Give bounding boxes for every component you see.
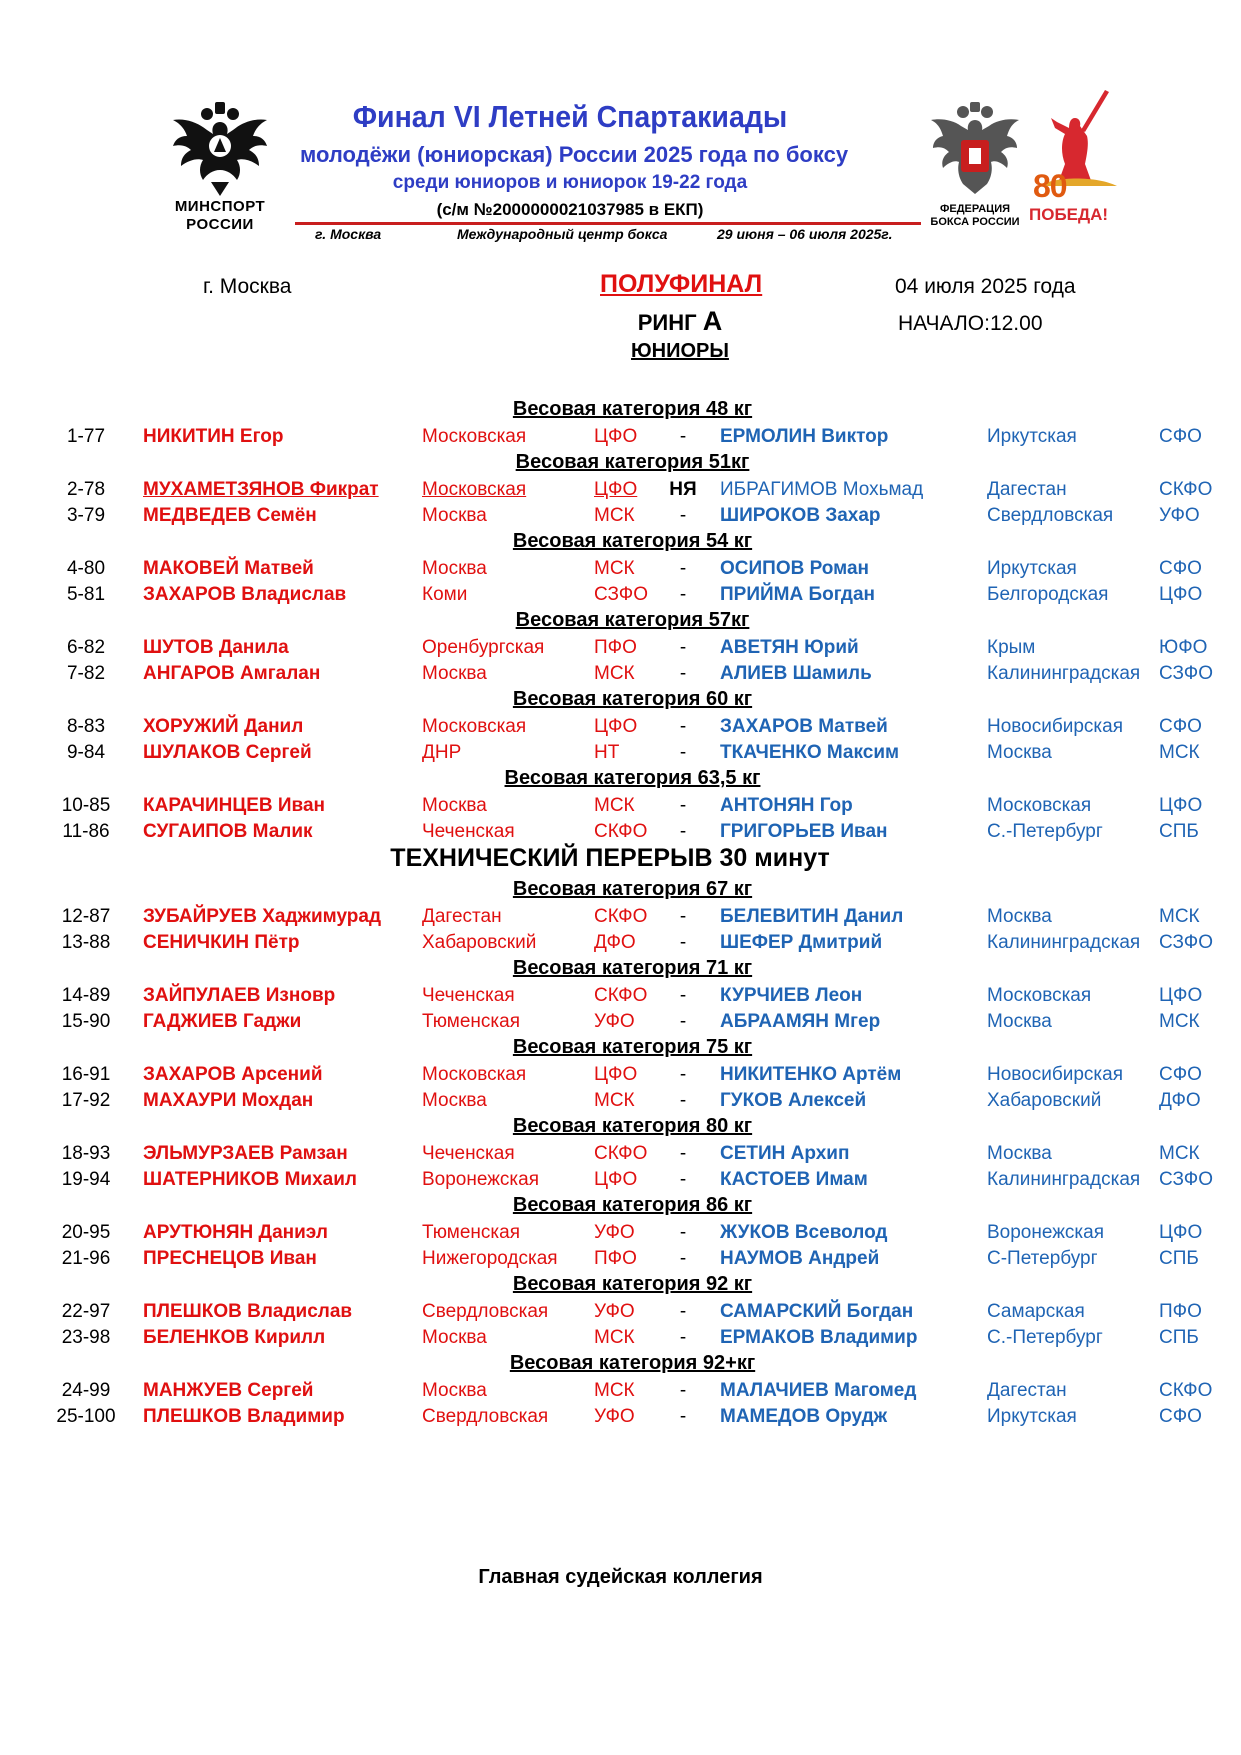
red-corner-region: Москва xyxy=(422,505,487,526)
red-corner-boxer: ПЛЕШКОВ Владимир xyxy=(143,1406,345,1427)
venue-city: г. Москва xyxy=(315,226,382,242)
minsport-logo xyxy=(150,100,290,250)
blue-corner-district: СПБ xyxy=(1159,821,1199,842)
red-corner-boxer: ПРЕСНЕЦОВ Иван xyxy=(143,1248,317,1269)
bout-row xyxy=(0,742,1241,768)
blue-corner-boxer: ШИРОКОВ Захар xyxy=(720,505,881,526)
weight-category-heading: Весовая категория 60 кг xyxy=(512,688,753,710)
blue-corner-boxer: ЗАХАРОВ Матвей xyxy=(720,716,888,737)
red-corner-district: СКФО xyxy=(594,906,648,927)
bout-number: 2-78 xyxy=(66,479,106,500)
bout-result: - xyxy=(679,821,687,842)
minsport-caption-1: МИНСПОРТ xyxy=(174,198,266,215)
blue-corner-district: ЦФО xyxy=(1159,795,1203,816)
weight-category-heading: Весовая категория 54 кг xyxy=(512,530,753,552)
red-corner-region: Тюменская xyxy=(422,1222,521,1243)
blue-corner-region: Калининградская xyxy=(987,663,1141,684)
bout-result: - xyxy=(679,906,687,927)
blue-corner-boxer: АНТОНЯН Гор xyxy=(720,795,853,816)
red-corner-region: Московская xyxy=(422,716,527,737)
bout-row xyxy=(0,985,1241,1011)
bout-result: - xyxy=(679,584,687,605)
group-label: ЮНИОРЫ xyxy=(631,340,729,362)
red-corner-district: УФО xyxy=(594,1011,635,1032)
bout-number: 12-87 xyxy=(61,906,111,927)
bout-number: 1-77 xyxy=(66,426,106,447)
blue-corner-boxer: САМАРСКИЙ Богдан xyxy=(720,1301,914,1322)
red-corner-boxer: МАКОВЕЙ Матвей xyxy=(143,558,314,579)
bout-number: 21-96 xyxy=(61,1248,111,1269)
bout-row xyxy=(0,1143,1241,1169)
bout-row xyxy=(0,663,1241,689)
red-corner-region: Хабаровский xyxy=(422,932,537,953)
blue-corner-boxer: ШЕФЕР Дмитрий xyxy=(720,932,883,953)
red-corner-boxer: СЕНИЧКИН Пётр xyxy=(143,932,300,953)
blue-corner-region: Москва xyxy=(987,742,1052,763)
weight-category-heading: Весовая категория 92+кг xyxy=(509,1352,756,1374)
bout-number: 6-82 xyxy=(66,637,106,658)
red-corner-boxer: МУХАМЕТЗЯНОВ Фикрат xyxy=(143,479,379,500)
red-corner-boxer: ШУЛАКОВ Сергей xyxy=(143,742,312,763)
blue-corner-boxer: ПРИЙМА Богдан xyxy=(720,584,876,605)
red-corner-district: ПФО xyxy=(594,637,637,658)
red-corner-region: Московская xyxy=(422,479,527,500)
red-corner-district: ЦФО xyxy=(594,426,638,447)
red-corner-district: МСК xyxy=(594,558,635,579)
blue-corner-region: Москва xyxy=(987,1011,1052,1032)
ring-word: РИНГ xyxy=(637,310,697,335)
blue-corner-district: ЦФО xyxy=(1159,1222,1203,1243)
bout-result: - xyxy=(679,663,687,684)
bout-number: 5-81 xyxy=(66,584,106,605)
red-corner-boxer: ЗАХАРОВ Арсений xyxy=(143,1064,323,1085)
bout-row xyxy=(0,426,1241,452)
blue-corner-district: СФО xyxy=(1159,1064,1202,1085)
weight-category-heading: Весовая категория 71 кг xyxy=(512,957,753,979)
bout-row xyxy=(0,906,1241,932)
red-corner-region: Коми xyxy=(422,584,468,605)
red-corner-boxer: ГАДЖИЕВ Гаджи xyxy=(143,1011,302,1032)
red-corner-boxer: ШУТОВ Данила xyxy=(143,637,289,658)
blue-corner-boxer: ЕРМАКОВ Владимир xyxy=(720,1327,918,1348)
blue-corner-boxer: МАМЕДОВ Орудж xyxy=(720,1406,888,1427)
victory-80-logo xyxy=(1029,88,1120,233)
blue-corner-boxer: НАУМОВ Андрей xyxy=(720,1248,880,1269)
event-subtitle: молодёжи (юниорская) России 2025 года по боксу xyxy=(300,142,849,167)
blue-corner-district: СПБ xyxy=(1159,1327,1199,1348)
header-divider xyxy=(295,222,921,225)
blue-corner-district: ДФО xyxy=(1159,1090,1201,1111)
red-corner-district: МСК xyxy=(594,1380,635,1401)
bout-result: - xyxy=(679,1064,687,1085)
bout-number: 25-100 xyxy=(56,1406,116,1427)
blue-corner-district: УФО xyxy=(1159,505,1200,526)
red-corner-boxer: АНГАРОВ Амгалан xyxy=(143,663,321,684)
bout-result: - xyxy=(679,1011,687,1032)
red-corner-boxer: ШАТЕРНИКОВ Михаил xyxy=(143,1169,357,1190)
red-corner-region: Дагестан xyxy=(422,906,502,927)
red-corner-region: Свердловская xyxy=(422,1406,549,1427)
red-corner-district: НТ xyxy=(594,742,620,763)
bout-result: - xyxy=(679,932,687,953)
bout-number: 7-82 xyxy=(66,663,106,684)
red-corner-district: МСК xyxy=(594,1327,635,1348)
bout-result: - xyxy=(679,985,687,1006)
blue-corner-district: СФО xyxy=(1159,716,1202,737)
red-corner-region: Московская xyxy=(422,1064,527,1085)
blue-corner-boxer: ИБРАГИМОВ Мохьмад xyxy=(720,479,924,500)
bout-row xyxy=(0,1380,1241,1406)
boxing-federation-logo xyxy=(925,100,1025,235)
minsport-caption-2: РОССИИ xyxy=(186,216,254,233)
blue-corner-district: СФО xyxy=(1159,1406,1202,1427)
blue-corner-district: МСК xyxy=(1159,742,1200,763)
blue-corner-region: Калининградская xyxy=(987,1169,1141,1190)
blue-corner-region: Самарская xyxy=(987,1301,1085,1322)
blue-corner-boxer: ГРИГОРЬЕВ Иван xyxy=(720,821,888,842)
blue-corner-region: Иркутская xyxy=(987,1406,1077,1427)
red-corner-boxer: ХОРУЖИЙ Данил xyxy=(143,716,304,737)
blue-corner-region: Дагестан xyxy=(987,479,1067,500)
blue-corner-district: МСК xyxy=(1159,1143,1200,1164)
bout-result: - xyxy=(679,1143,687,1164)
blue-corner-district: ПФО xyxy=(1159,1301,1202,1322)
blue-corner-district: СФО xyxy=(1159,426,1202,447)
bout-number: 3-79 xyxy=(66,505,106,526)
blue-corner-boxer: КУРЧИЕВ Леон xyxy=(720,985,863,1006)
blue-corner-region: Новосибирская xyxy=(987,716,1123,737)
federation-eagle-icon xyxy=(927,100,1023,198)
blue-corner-district: СЗФО xyxy=(1159,1169,1213,1190)
red-corner-district: УФО xyxy=(594,1301,635,1322)
blue-corner-region: Иркутская xyxy=(987,558,1077,579)
blue-corner-region: Крым xyxy=(987,637,1036,658)
federation-caption-1: ФЕДЕРАЦИЯ xyxy=(939,203,1011,215)
bout-row xyxy=(0,1011,1241,1037)
venue-dates: 29 июня – 06 июля 2025г. xyxy=(717,226,893,242)
red-corner-region: Нижегородская xyxy=(422,1248,558,1269)
weight-category-heading: Весовая категория 86 кг xyxy=(512,1194,753,1216)
bout-result: - xyxy=(679,1222,687,1243)
bout-row xyxy=(0,1406,1241,1432)
red-corner-boxer: ЗУБАЙРУЕВ Хаджимурад xyxy=(143,906,382,927)
red-corner-district: МСК xyxy=(594,795,635,816)
red-corner-district: СКФО xyxy=(594,985,648,1006)
blue-corner-region: Белгородская xyxy=(987,584,1109,605)
bout-number: 9-84 xyxy=(66,742,106,763)
bout-result: - xyxy=(679,742,687,763)
bout-result: - xyxy=(679,426,687,447)
bout-number: 24-99 xyxy=(61,1380,111,1401)
bout-result: - xyxy=(679,716,687,737)
weight-category-heading: Весовая категория 57кг xyxy=(515,609,750,631)
weight-category-heading: Весовая категория 63,5 кг xyxy=(504,767,761,789)
red-corner-region: Воронежская xyxy=(422,1169,540,1190)
red-corner-boxer: БЕЛЕНКОВ Кирилл xyxy=(143,1327,326,1348)
blue-corner-region: С.-Петербург xyxy=(987,821,1103,842)
blue-corner-district: МСК xyxy=(1159,1011,1200,1032)
blue-corner-region: Иркутская xyxy=(987,426,1077,447)
bout-result: - xyxy=(679,1380,687,1401)
blue-corner-district: СКФО xyxy=(1159,1380,1213,1401)
red-corner-district: СКФО xyxy=(594,1143,648,1164)
red-corner-district: СКФО xyxy=(594,821,648,842)
victory-text: ПОБЕДА! xyxy=(1029,205,1109,224)
bout-row xyxy=(0,505,1241,531)
red-corner-region: Москва xyxy=(422,795,487,816)
bout-result: - xyxy=(679,1248,687,1269)
blue-corner-boxer: АВЕТЯН Юрий xyxy=(720,637,859,658)
blue-corner-boxer: КАСТОЕВ Имам xyxy=(720,1169,868,1190)
bout-row xyxy=(0,1301,1241,1327)
blue-corner-region: Дагестан xyxy=(987,1380,1067,1401)
bout-result: - xyxy=(679,1327,687,1348)
bout-result: НЯ xyxy=(669,479,697,500)
bout-number: 14-89 xyxy=(61,985,111,1006)
victory-number: 80 xyxy=(1033,168,1067,204)
blue-corner-region: Москва xyxy=(987,906,1052,927)
bout-number: 23-98 xyxy=(61,1327,111,1348)
blue-corner-district: СКФО xyxy=(1159,479,1213,500)
competition-date: 04 июля 2025 года xyxy=(895,275,1076,298)
red-corner-region: ДНР xyxy=(422,742,462,763)
blue-corner-boxer: ЕРМОЛИН Виктор xyxy=(720,426,889,447)
bout-number: 4-80 xyxy=(66,558,106,579)
red-corner-district: МСК xyxy=(594,505,635,526)
red-corner-boxer: ЗАЙПУЛАЕВ Изновр xyxy=(143,985,336,1006)
red-corner-region: Московская xyxy=(422,426,527,447)
event-age-group: среди юниоров и юниорок 19-22 года xyxy=(392,172,748,193)
blue-corner-district: СЗФО xyxy=(1159,663,1213,684)
bout-result: - xyxy=(679,505,687,526)
red-corner-region: Тюменская xyxy=(422,1011,521,1032)
red-corner-district: ПФО xyxy=(594,1248,637,1269)
red-corner-boxer: КАРАЧИНЦЕВ Иван xyxy=(143,795,326,816)
bout-number: 19-94 xyxy=(61,1169,111,1190)
blue-corner-boxer: ЖУКОВ Всеволод xyxy=(720,1222,888,1243)
bout-row xyxy=(0,716,1241,742)
blue-corner-region: С.-Петербург xyxy=(987,1327,1103,1348)
blue-corner-boxer: ГУКОВ Алексей xyxy=(720,1090,867,1111)
red-corner-district: ЦФО xyxy=(594,1064,638,1085)
bout-row xyxy=(0,1222,1241,1248)
bout-number: 8-83 xyxy=(66,716,106,737)
blue-corner-district: СПБ xyxy=(1159,1248,1199,1269)
red-corner-boxer: ЭЛЬМУРЗАЕВ Рамзан xyxy=(143,1143,348,1164)
red-corner-district: ЦФО xyxy=(594,479,638,500)
double-headed-eagle-icon xyxy=(167,100,273,198)
bout-result: - xyxy=(679,1406,687,1427)
blue-corner-region: Воронежская xyxy=(987,1222,1105,1243)
blue-corner-district: ЦФО xyxy=(1159,985,1203,1006)
bout-number: 15-90 xyxy=(61,1011,111,1032)
blue-corner-district: ЮФО xyxy=(1159,637,1208,658)
red-corner-district: МСК xyxy=(594,663,635,684)
bout-row xyxy=(0,1248,1241,1274)
red-corner-boxer: АРУТЮНЯН Даниэл xyxy=(143,1222,328,1243)
blue-corner-boxer: МАЛАЧИЕВ Магомед xyxy=(720,1380,917,1401)
blue-corner-region: Москва xyxy=(987,1143,1052,1164)
start-time: НАЧАЛО:12.00 xyxy=(898,312,1043,335)
bout-result: - xyxy=(679,795,687,816)
red-corner-region: Чеченская xyxy=(422,821,515,842)
blue-corner-district: ЦФО xyxy=(1159,584,1203,605)
bout-result: - xyxy=(679,637,687,658)
blue-corner-boxer: СЕТИН Архип xyxy=(720,1143,850,1164)
bout-row xyxy=(0,479,1241,505)
chief-judges-signature: Главная судейская коллегия xyxy=(478,1566,763,1588)
red-corner-boxer: МАНЖУЕВ Сергей xyxy=(143,1380,314,1401)
red-corner-district: СЗФО xyxy=(594,584,648,605)
bout-result: - xyxy=(679,1301,687,1322)
red-corner-district: УФО xyxy=(594,1406,635,1427)
weight-category-heading: Весовая категория 92 кг xyxy=(512,1273,753,1295)
blue-corner-boxer: БЕЛЕВИТИН Данил xyxy=(720,906,904,927)
federation-caption-2: БОКСА РОССИИ xyxy=(930,216,1020,228)
blue-corner-region: Свердловская xyxy=(987,505,1114,526)
technical-break-label: ТЕХНИЧЕСКИЙ ПЕРЕРЫВ 30 минут xyxy=(390,844,830,872)
bout-row xyxy=(0,1064,1241,1090)
event-title: Финал VI Летней Спартакиады xyxy=(352,99,788,134)
red-corner-district: МСК xyxy=(594,1090,635,1111)
blue-corner-region: Калининградская xyxy=(987,932,1141,953)
weight-category-heading: Весовая категория 51кг xyxy=(515,451,750,473)
red-corner-region: Москва xyxy=(422,1380,487,1401)
blue-corner-region: С-Петербург xyxy=(987,1248,1098,1269)
red-corner-region: Москва xyxy=(422,558,487,579)
blue-corner-district: СЗФО xyxy=(1159,932,1213,953)
blue-corner-boxer: АБРААМЯН Мгер xyxy=(720,1011,881,1032)
red-corner-region: Москва xyxy=(422,1327,487,1348)
blue-corner-region: Новосибирская xyxy=(987,1064,1123,1085)
bout-row xyxy=(0,1169,1241,1195)
event-ekp-number: (с/м №2000000021037985 в ЕКП) xyxy=(436,200,704,219)
blue-corner-region: Хабаровский xyxy=(987,1090,1102,1111)
bout-row xyxy=(0,1327,1241,1353)
red-corner-district: УФО xyxy=(594,1222,635,1243)
bout-number: 16-91 xyxy=(61,1064,111,1085)
bout-number: 17-92 xyxy=(61,1090,111,1111)
blue-corner-district: МСК xyxy=(1159,906,1200,927)
bout-number: 20-95 xyxy=(61,1222,111,1243)
red-corner-district: ЦФО xyxy=(594,1169,638,1190)
competition-city: г. Москва xyxy=(203,275,292,298)
red-corner-district: ЦФО xyxy=(594,716,638,737)
bout-result: - xyxy=(679,1090,687,1111)
red-corner-boxer: ПЛЕШКОВ Владислав xyxy=(143,1301,353,1322)
weight-category-heading: Весовая категория 80 кг xyxy=(512,1115,753,1137)
red-corner-boxer: НИКИТИН Егор xyxy=(143,426,284,447)
bout-number: 11-86 xyxy=(62,821,110,842)
bout-row xyxy=(0,558,1241,584)
blue-corner-region: Московская xyxy=(987,985,1092,1006)
bout-row xyxy=(0,584,1241,610)
bout-number: 10-85 xyxy=(61,795,111,816)
red-corner-region: Москва xyxy=(422,1090,487,1111)
ring-letter: А xyxy=(702,306,723,336)
stage-title: ПОЛУФИНАЛ xyxy=(600,270,763,298)
venue-place: Международный центр бокса xyxy=(457,226,668,242)
weight-category-heading: Весовая категория 67 кг xyxy=(512,878,753,900)
red-corner-district: ДФО xyxy=(594,932,636,953)
blue-corner-boxer: АЛИЕВ Шамиль xyxy=(720,663,872,684)
blue-corner-district: СФО xyxy=(1159,558,1202,579)
blue-corner-boxer: НИКИТЕНКО Артём xyxy=(720,1064,902,1085)
red-corner-region: Оренбургская xyxy=(422,637,545,658)
bout-row xyxy=(0,795,1241,821)
weight-category-heading: Весовая категория 48 кг xyxy=(512,398,753,420)
bout-number: 18-93 xyxy=(61,1143,111,1164)
red-corner-region: Чеченская xyxy=(422,1143,515,1164)
red-corner-region: Свердловская xyxy=(422,1301,549,1322)
bout-row xyxy=(0,1090,1241,1116)
red-corner-region: Чеченская xyxy=(422,985,515,1006)
red-corner-boxer: ЗАХАРОВ Владислав xyxy=(143,584,347,605)
red-corner-boxer: МАХАУРИ Мохдан xyxy=(143,1090,314,1111)
bout-number: 22-97 xyxy=(61,1301,111,1322)
red-corner-boxer: СУГАИПОВ Малик xyxy=(143,821,313,842)
ring-label xyxy=(600,306,760,337)
bout-row xyxy=(0,637,1241,663)
red-corner-boxer: МЕДВЕДЕВ Семён xyxy=(143,505,317,526)
blue-corner-region: Московская xyxy=(987,795,1092,816)
bout-row xyxy=(0,932,1241,958)
bout-number: 13-88 xyxy=(61,932,111,953)
blue-corner-boxer: ОСИПОВ Роман xyxy=(720,558,869,579)
weight-category-heading: Весовая категория 75 кг xyxy=(512,1036,753,1058)
bout-result: - xyxy=(679,1169,687,1190)
blue-corner-boxer: ТКАЧЕНКО Максим xyxy=(720,742,900,763)
bout-result: - xyxy=(679,558,687,579)
red-corner-region: Москва xyxy=(422,663,487,684)
